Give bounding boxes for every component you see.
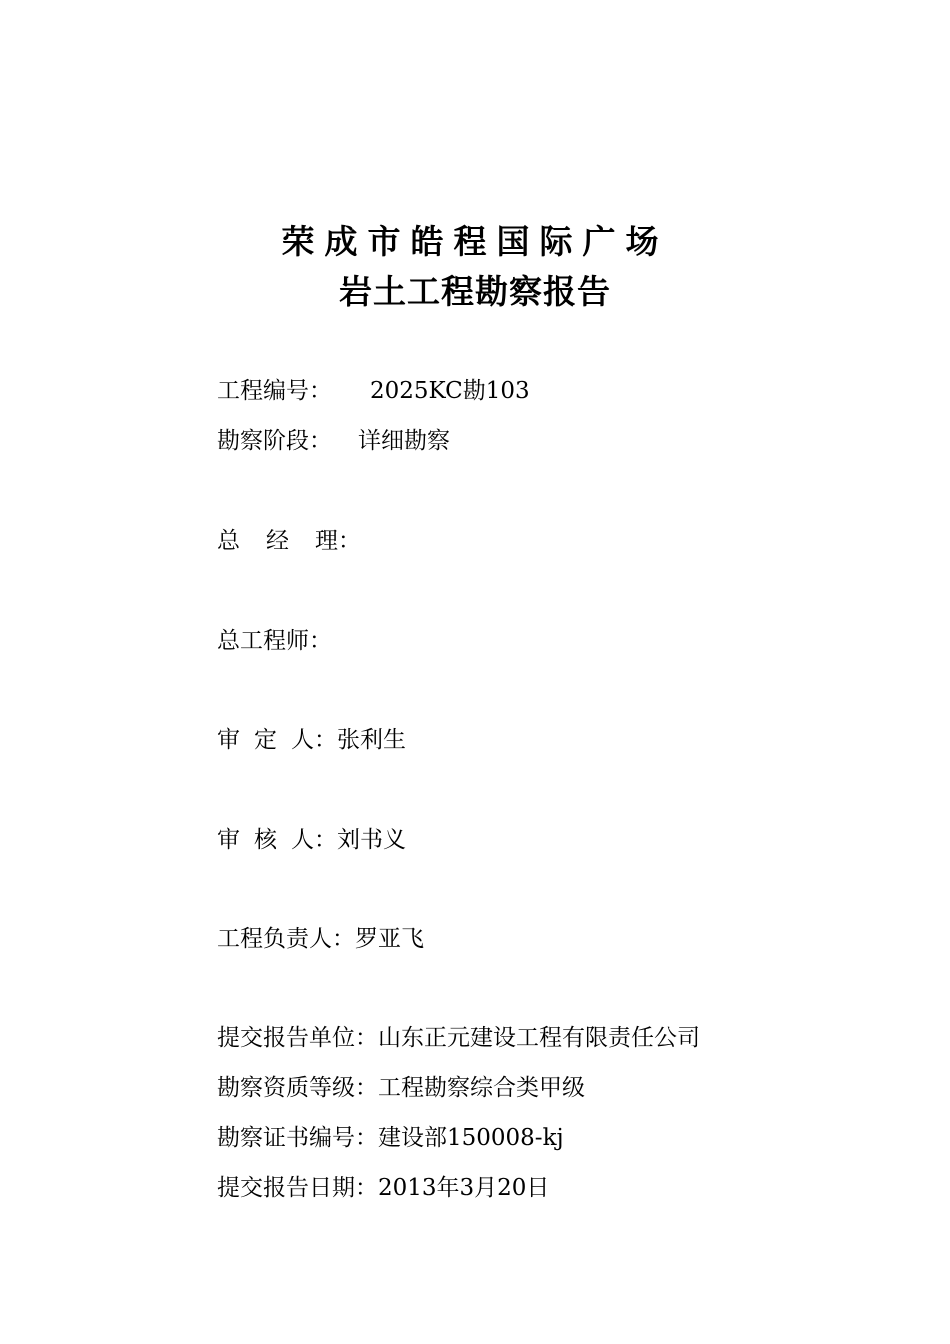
reviewer-label [217, 825, 314, 855]
chief-engineer-label: 总工程师： [217, 628, 332, 654]
reviewer-value: 刘书义 [337, 827, 406, 853]
general-manager-field [217, 526, 361, 556]
submitting-unit-label: 提交报告单位： [217, 1025, 378, 1051]
project-number-value: 2025KC勘103 [370, 378, 530, 404]
survey-stage-label: 勘察阶段： [217, 428, 332, 454]
certificate-number-label: 勘察证书编号： [217, 1125, 378, 1151]
general-manager-label-last: 理 [315, 528, 338, 554]
certificate-number-value: 建设部150008-kj [378, 1125, 564, 1151]
approver-value: 张利生 [337, 727, 406, 753]
submit-date-label: 提交报告日期： [217, 1175, 378, 1201]
certificate-number-field [217, 1123, 564, 1153]
reviewer-colon: ： [314, 827, 337, 853]
approver-colon: ： [314, 727, 337, 753]
project-number-label: 工程编号： [217, 378, 332, 404]
survey-stage-value: 详细勘察 [358, 428, 450, 454]
qualification-label: 勘察资质等级： [217, 1075, 378, 1101]
approver-label [217, 725, 314, 755]
approver-field [217, 725, 406, 755]
project-leader-label: 工程负责人： [217, 926, 355, 952]
chief-engineer-field [217, 626, 332, 656]
submit-date-value: 2013年3月20日 [378, 1175, 550, 1201]
project-leader-value: 罗亚飞 [355, 926, 424, 952]
general-manager-label-main: 总经 [217, 528, 315, 554]
project-leader-field [217, 924, 424, 954]
survey-stage-field [217, 426, 450, 456]
reviewer-label-last: 人 [291, 827, 314, 853]
approver-label-last: 人 [291, 727, 314, 753]
project-number-field [217, 376, 530, 406]
qualification-field [217, 1073, 585, 1103]
general-manager-label [217, 526, 338, 556]
general-manager-colon: ： [338, 528, 361, 554]
project-name-title: 荣成市皓程国际广场 [281, 222, 669, 261]
qualification-value: 工程勘察综合类甲级 [378, 1075, 585, 1101]
submitting-unit-value: 山东正元建设工程有限责任公司 [378, 1025, 700, 1051]
reviewer-label-main: 审核 [217, 827, 291, 853]
submit-date-field [217, 1173, 549, 1203]
report-title [0, 218, 950, 318]
report-type-title: 岩土工程勘察报告 [339, 272, 611, 311]
submitting-unit-field [217, 1023, 700, 1053]
approver-label-main: 审定 [217, 727, 291, 753]
reviewer-field [217, 825, 406, 855]
